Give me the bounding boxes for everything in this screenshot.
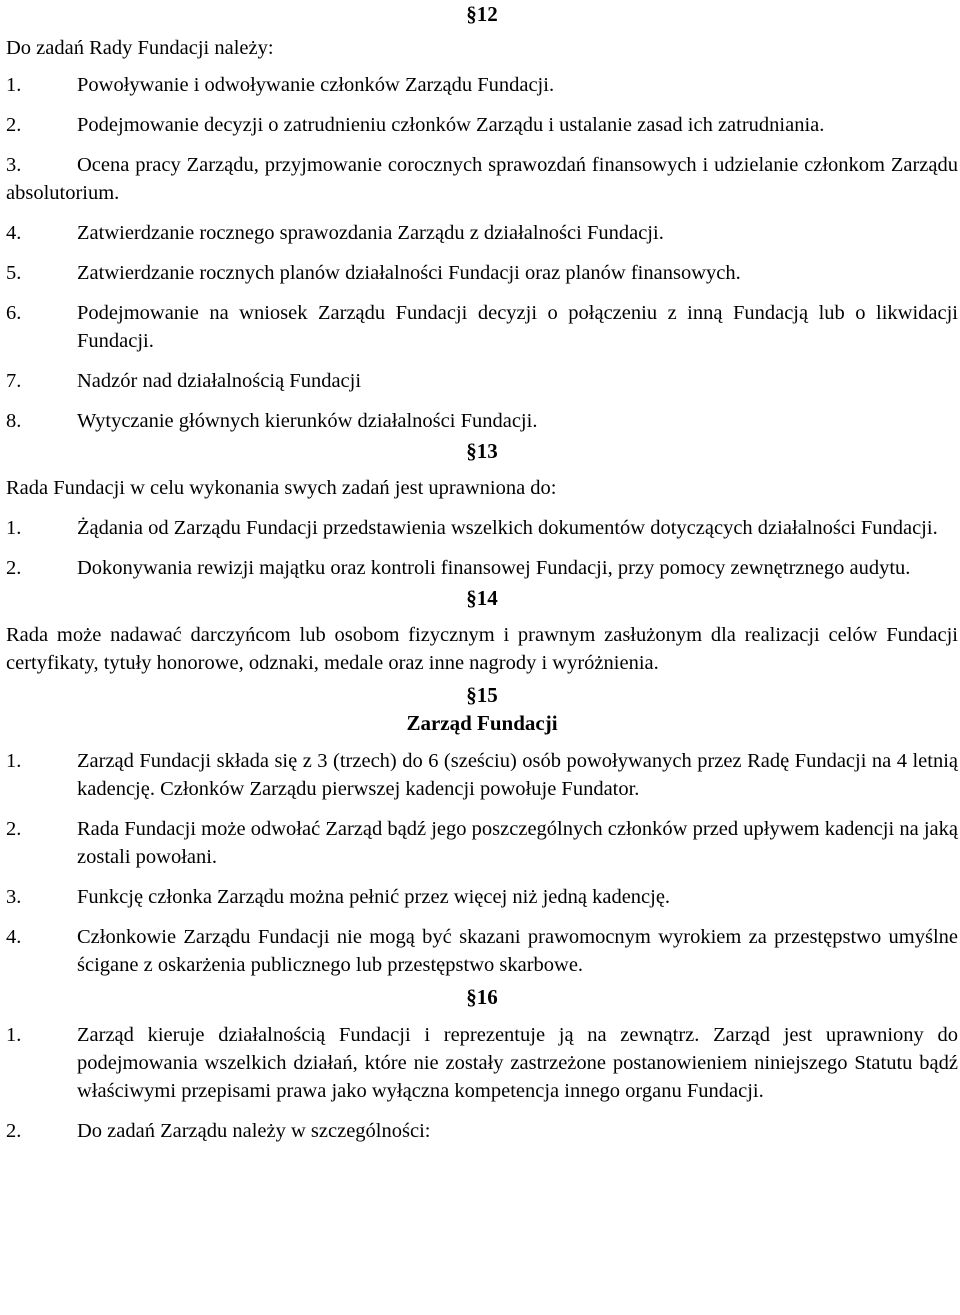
section-15-title: Zarząd Fundacji [406,711,558,735]
list-item-text: Dokonywania rewizji majątku oraz kontroli finansowej Fundacji, przy pomocy zewnętrznego audytu. [77,557,911,579]
list-item-number: 5. [6,262,22,284]
list-item-text: Nadzór nad działalnością Fundacji [77,370,362,392]
section-13-intro: Rada Fundacji w celu wykonania swych zadań jest uprawniona do: [6,477,557,499]
section-12-intro: Do zadań Rady Fundacji należy: [6,37,274,59]
list-item-number: 6. [6,302,22,324]
list-item-number: 2. [6,818,22,840]
list-item [6,71,958,99]
section-16-mark [6,983,958,1011]
list-item-text-inline: Podejmowanie decyzji o zatrudnieniu członków Zarządu i ustalanie zasad ich zatrudniania. [77,114,825,136]
list-item [6,815,958,871]
list-item-text: Do zadań Zarządu należy w szczególności: [77,1120,431,1142]
list-item [6,299,958,355]
list-item [6,259,958,287]
list-item-text [6,151,958,207]
section-13-mark-text: §13 [466,439,498,463]
section-12-mark [6,0,958,28]
section-15-mark [6,681,958,709]
list-item-text: Zarząd kieruje działalnością Fundacji i reprezentuje ją na zewnątrz. Zarząd jest uprawniony do podejmowania wszelkich działań, które nie zostały zastrzeżone postanowieniem niniejszego Statutu bądź właściwymi przepisami prawa jako wyłączna kompetencja innego organu Fundacji. [77,1024,958,1102]
list-item [6,1021,958,1105]
list-item-text: Zatwierdzanie rocznych planów działalności Fundacji oraz planów finansowych. [77,262,741,284]
list-item-text: Zarząd Fundacji składa się z 3 (trzech) do 6 (sześciu) osób powoływanych przez Radę Fundacji na 4 letnią kadencję. Członków Zarządu pierwszej kadencji powołuje Fundator. [77,750,958,800]
list-item-number-inline: 3. [6,154,22,176]
list-item-number: 7. [6,370,22,392]
section-13-mark [6,437,958,465]
section-14-mark [6,584,958,612]
section-14-text: Rada może nadawać darczyńcom lub osobom fizycznym i prawnym zasłużonym dla realizacji celów Fundacji certyfikaty, tytuły honorowe, odznaki, medale oraz inne nagrody i wyróżnienia. [6,624,958,674]
list-item-number: 2. [6,557,22,579]
list-item-number: 1. [6,750,22,772]
list-item-number-inline: 2. [6,114,22,136]
list-item-number: 4. [6,926,22,948]
list-item-text: Członkowie Zarządu Fundacji nie mogą być skazani prawomocnym wyrokiem za przestępstwo umyślne ścigane z oskarżenia publicznego lub przestępstwo skarbowe. [77,926,958,976]
list-item-number: 1. [6,74,22,96]
list-item-text: Funkcję członka Zarządu można pełnić przez więcej niż jedną kadencję. [77,886,671,908]
list-item [6,747,958,803]
list-item-number: 1. [6,1024,22,1046]
list-item-text [6,111,958,139]
list-item [6,923,958,979]
section-15-mark-text: §15 [466,683,498,707]
list-item-text: Podejmowanie na wniosek Zarządu Fundacji decyzji o połączeniu z inną Fundacją lub o likwidacji Fundacji. [77,302,958,352]
list-item [6,514,958,542]
list-item-text: Wytyczanie głównych kierunków działalności Fundacji. [77,410,538,432]
list-item [6,554,958,582]
list-item [6,407,958,435]
list-item-text: Powoływanie i odwoływanie członków Zarządu Fundacji. [77,74,555,96]
list-item-text: Zatwierdzanie rocznego sprawozdania Zarządu z działalności Fundacji. [77,222,664,244]
list-item [6,219,958,247]
list-item-text-inline: Ocena pracy Zarządu, przyjmowanie corocznych sprawozdań finansowych i udzielanie członkom Zarządu absolutorium. [6,154,958,204]
list-item [6,1117,958,1145]
list-item-number: 4. [6,222,22,244]
list-item [6,151,958,207]
list-item [6,111,958,139]
list-item-number: 3. [6,886,22,908]
document-page [6,0,958,1145]
section-12-mark-text: §12 [466,2,498,26]
list-item-number: 2. [6,1120,22,1142]
list-item-text: Rada Fundacji może odwołać Zarząd bądź jego poszczególnych członków przed upływem kadencji na jaką zostali powołani. [77,818,958,868]
list-item-number: 1. [6,517,22,539]
list-item-text: Żądania od Zarządu Fundacji przedstawienia wszelkich dokumentów dotyczących działalności Fundacji. [77,517,938,539]
section-14-mark-text: §14 [466,586,498,610]
list-item-number: 8. [6,410,22,432]
list-item [6,367,958,395]
list-item [6,883,958,911]
section-16-mark-text: §16 [466,985,498,1009]
